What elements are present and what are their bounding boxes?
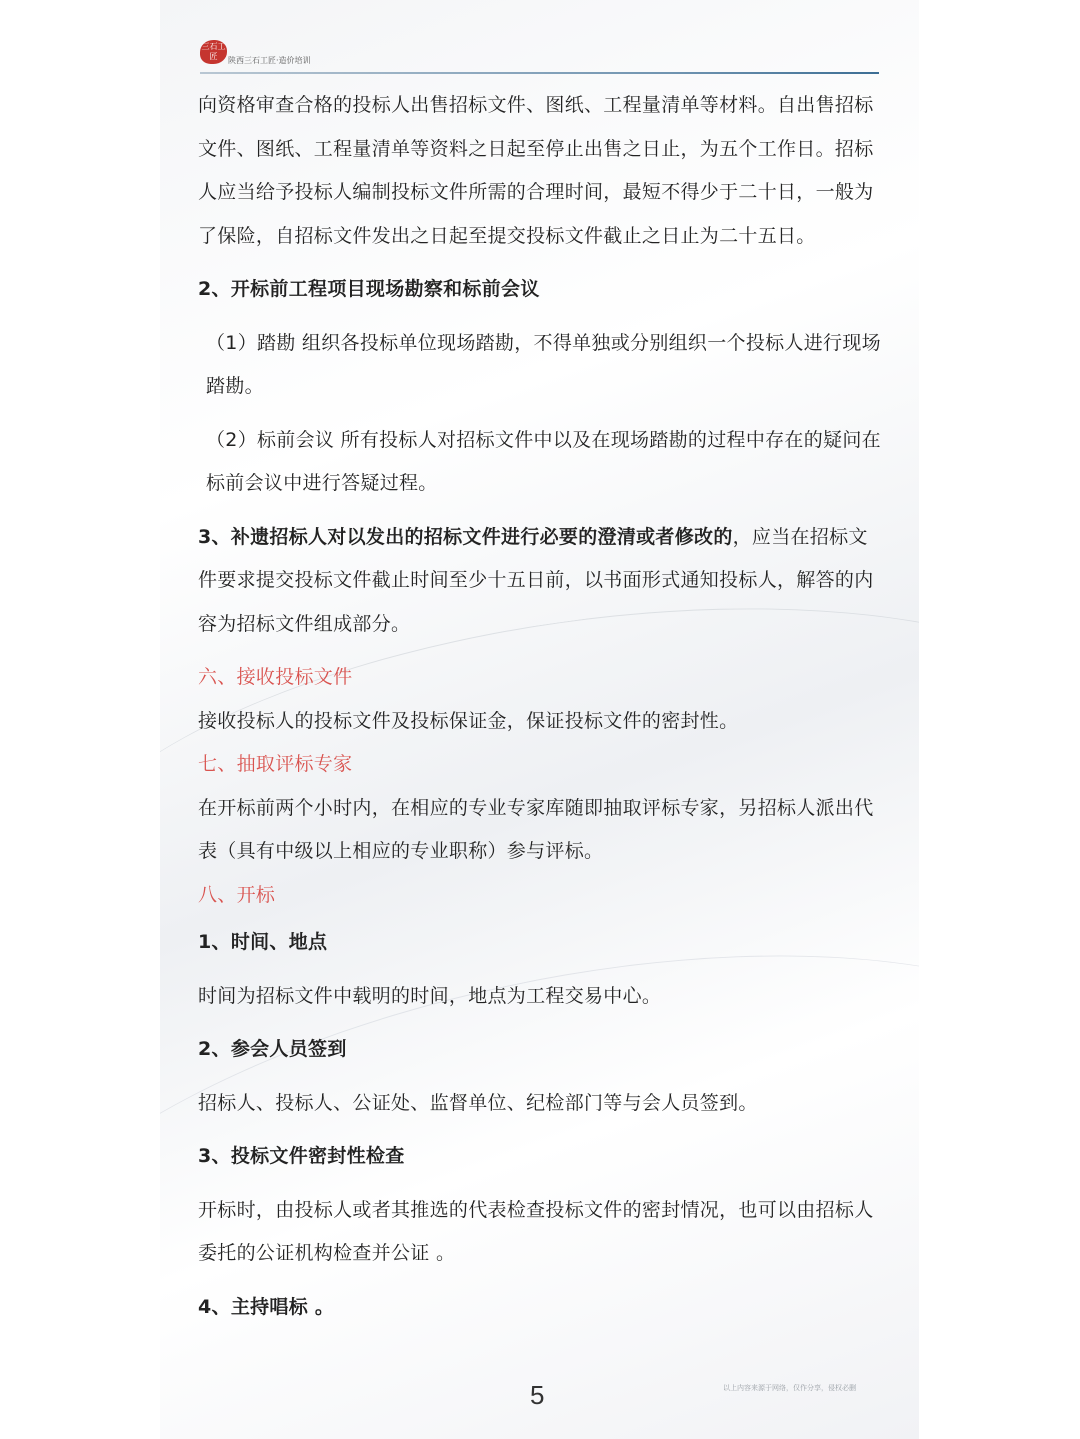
paragraph	[198, 516, 884, 647]
paragraph: 招标人、投标人、公证处、监督单位、纪检部门等与会人员签到。	[198, 1091, 758, 1114]
paragraph: 开标时，由投标人或者其推选的代表检查投标文件的密封情况，也可以由招标人委托的公证机构检查并公证 。	[198, 1198, 874, 1264]
subheading: 4、主持唱标 。	[198, 1295, 335, 1318]
paragraph-text: ，应当在招标文件要求提交投标文件截止时间至少十五日前，以书面形式通知投标人，解答的内容为招标文件组成部分。	[198, 525, 874, 635]
document-body	[198, 84, 884, 1329]
page-header	[200, 38, 879, 78]
page	[160, 0, 919, 1439]
bold-lead: 3、补遗招标人对以发出的招标文件进行必要的澄清或者修改的	[198, 525, 733, 548]
header-divider	[200, 72, 879, 74]
paragraph: （1）踏勘 组织各投标单位现场踏勘，不得单独或分别组织一个投标人进行现场踏勘。	[206, 331, 881, 397]
paragraph: 在开标前两个小时内，在相应的专业专家库随即抽取评标专家，另招标人派出代表（具有中级以上相应的专业职称）参与评标。	[198, 796, 874, 862]
section-heading: 六、接收投标文件	[198, 666, 353, 688]
paragraph: 时间为招标文件中载明的时间，地点为工程交易中心。	[198, 984, 662, 1007]
brand-name: 陕西三石工匠·造价培训	[228, 56, 311, 65]
footer-disclaimer: 以上内容来源于网络，仅作分享，侵权必删	[723, 1384, 856, 1392]
page-number: 5	[530, 1380, 545, 1410]
logo-icon: 三石工匠	[200, 40, 227, 64]
subheading: 2、开标前工程项目现场勘察和标前会议	[198, 278, 540, 300]
section-heading: 八、开标	[198, 883, 276, 906]
paragraph: （2）标前会议 所有投标人对招标文件中以及在现场踏勘的过程中存在的疑问在标前会议中进行答疑过程。	[206, 428, 881, 494]
section-heading: 七、抽取评标专家	[198, 753, 353, 775]
subheading: 3、投标文件密封性检查	[198, 1145, 405, 1167]
paragraph: 接收投标人的投标文件及投标保证金，保证投标文件的密封性。	[198, 709, 739, 732]
subheading: 1、时间、地点	[198, 931, 328, 953]
paragraph: 向资格审查合格的投标人出售招标文件、图纸、工程量清单等材料。自出售招标文件、图纸、工程量清单等资料之日起至停止出售之日止，为五个工作日。招标人应当给予投标人编制投标文件所需的合理时间，最短不得少于二十日，一般为了保险，自招标文件发出之日起至提交投标文件截止之日止为二十五日。	[198, 94, 874, 247]
subheading: 2、参会人员签到	[198, 1038, 347, 1060]
